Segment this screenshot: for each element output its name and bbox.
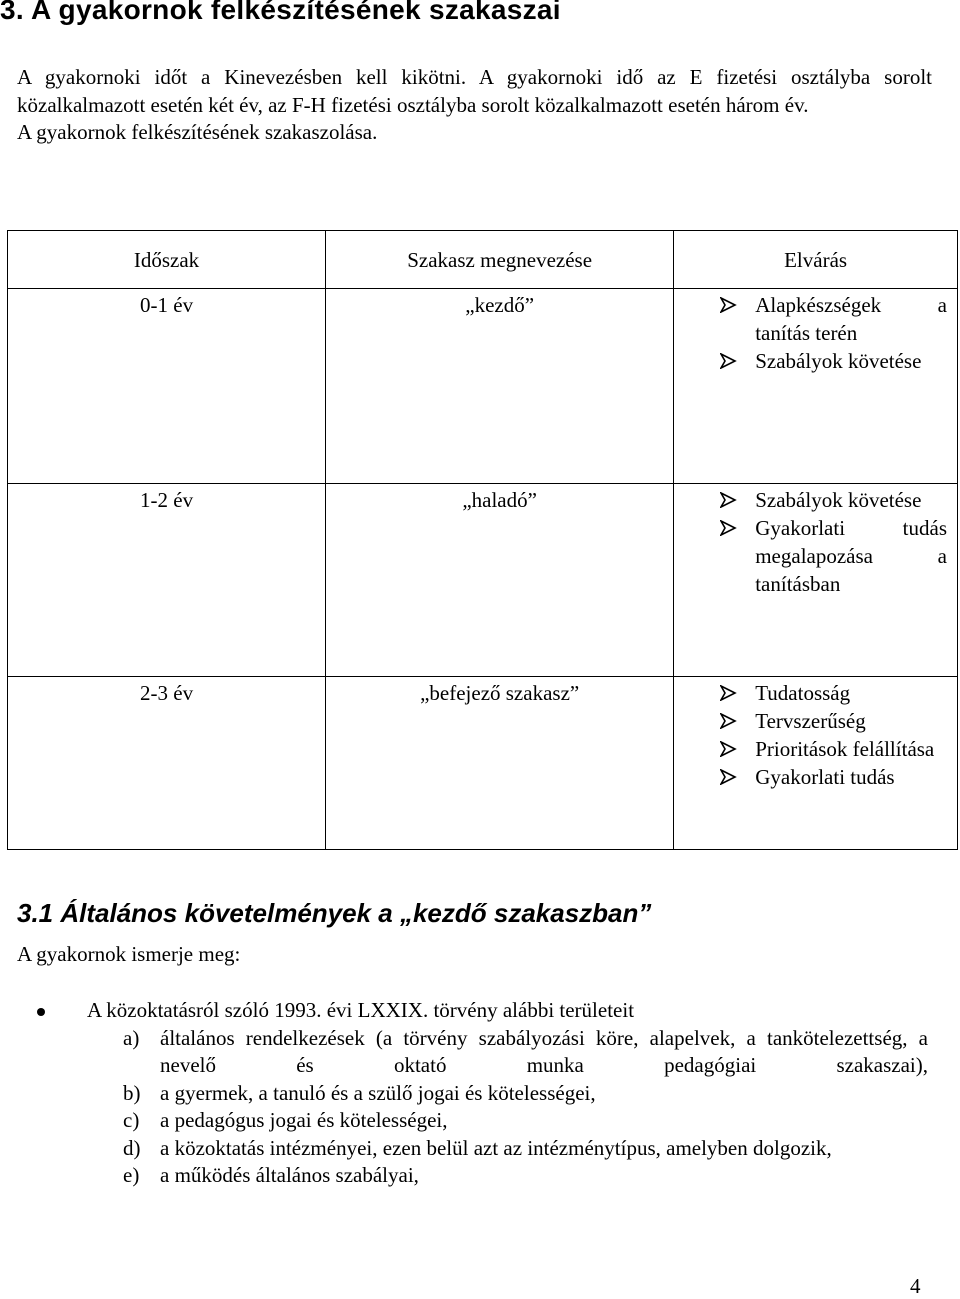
arrow-bullet-icon xyxy=(720,297,737,313)
header-expectation: Elvárás xyxy=(674,231,958,289)
arrow-bullet-icon xyxy=(720,685,737,701)
expectation-item: Gyakorlati tudás megalapozása a tanításban xyxy=(674,514,947,598)
expectation-list xyxy=(674,484,957,598)
table-row xyxy=(8,484,958,677)
item-text: a gyermek, a tanuló és a szülő jogai és kötelességei, xyxy=(160,1080,596,1105)
expectation-item: Gyakorlati tudás xyxy=(674,763,947,791)
expectation-list xyxy=(674,677,957,791)
period-cell: 0-1 év xyxy=(140,293,194,317)
expectation-item: Szabályok követése xyxy=(674,347,947,375)
requirements-list xyxy=(30,997,928,1190)
header-period: Időszak xyxy=(8,231,326,289)
intro-subtext: A gyakornok felkészítésének szakaszolása. xyxy=(17,120,378,144)
sub-list-item xyxy=(123,1025,928,1080)
sub-list-item xyxy=(123,1107,928,1135)
arrow-bullet-icon xyxy=(720,713,737,729)
period-cell: 1-2 év xyxy=(140,488,194,512)
arrow-bullet-icon xyxy=(720,492,737,508)
list-item xyxy=(30,997,928,1025)
sub-list-item xyxy=(123,1080,928,1108)
stages-table xyxy=(7,230,958,850)
arrow-bullet-icon xyxy=(720,520,737,536)
bullet-text: A közoktatásról szóló 1993. évi LXXIX. törvény alábbi területeit xyxy=(87,998,635,1022)
section-subtitle: A gyakornok ismerje meg: xyxy=(17,942,241,966)
stage-cell: „kezdő” xyxy=(465,293,535,317)
stage-cell: „haladó” xyxy=(462,488,537,512)
expectation-item: Tudatosság xyxy=(674,679,947,707)
expectation-item: Szabályok követése xyxy=(674,486,947,514)
bullet-icon xyxy=(37,1008,45,1016)
period-cell: 2-3 év xyxy=(140,681,194,705)
item-text: a működés általános szabályai, xyxy=(160,1163,419,1187)
sub-list-item xyxy=(123,1162,928,1190)
sub-list xyxy=(30,1025,928,1190)
item-text: a pedagógus jogai és kötelességei, xyxy=(160,1108,448,1132)
expectation-item: Alapkészségek a tanítás terén xyxy=(674,291,947,347)
item-text: általános rendelkezések (a törvény szabályozási köre, alapelvek, a tankötelezettség, a nevelő és oktató munka pedagógiai szakaszai), xyxy=(160,1025,928,1077)
header-stage: Szakasz megnevezése xyxy=(326,231,674,289)
item-marker: d) xyxy=(123,1135,141,1160)
page-number: 4 xyxy=(910,1274,921,1298)
stage-cell: „befejező szakasz” xyxy=(420,681,580,705)
table-row xyxy=(8,677,958,850)
page-heading: 3. A gyakornok felkészítésének szakaszai xyxy=(0,0,561,25)
table-row xyxy=(8,289,958,484)
expectation-list xyxy=(674,289,957,375)
item-marker: c) xyxy=(123,1108,140,1132)
item-text: a közoktatás intézményei, ezen belül azt az intézménytípus, amelyben dolgozik, xyxy=(160,1135,832,1160)
table-header-row xyxy=(8,231,958,289)
sub-list-item xyxy=(123,1135,928,1163)
expectation-item: Prioritások felállítása xyxy=(674,735,947,763)
expectation-item: Tervszerűség xyxy=(674,707,947,735)
arrow-bullet-icon xyxy=(720,741,737,757)
arrow-bullet-icon xyxy=(720,769,737,785)
item-marker: a) xyxy=(123,1025,140,1050)
item-marker: b) xyxy=(123,1080,141,1105)
intro-paragraph xyxy=(17,64,932,147)
arrow-bullet-icon xyxy=(720,353,737,369)
section-heading: 3.1 Általános követelmények a „kezdő szakaszban” xyxy=(17,898,652,928)
intro-text: A gyakornoki időt a Kinevezésben kell kikötni. A gyakornoki idő az E fizetési osztályba sorolt közalkalmazott esetén két év, az F-H fizetési osztályba sorolt közalkalmazott esetén három év. xyxy=(17,65,932,117)
item-marker: e) xyxy=(123,1163,140,1187)
